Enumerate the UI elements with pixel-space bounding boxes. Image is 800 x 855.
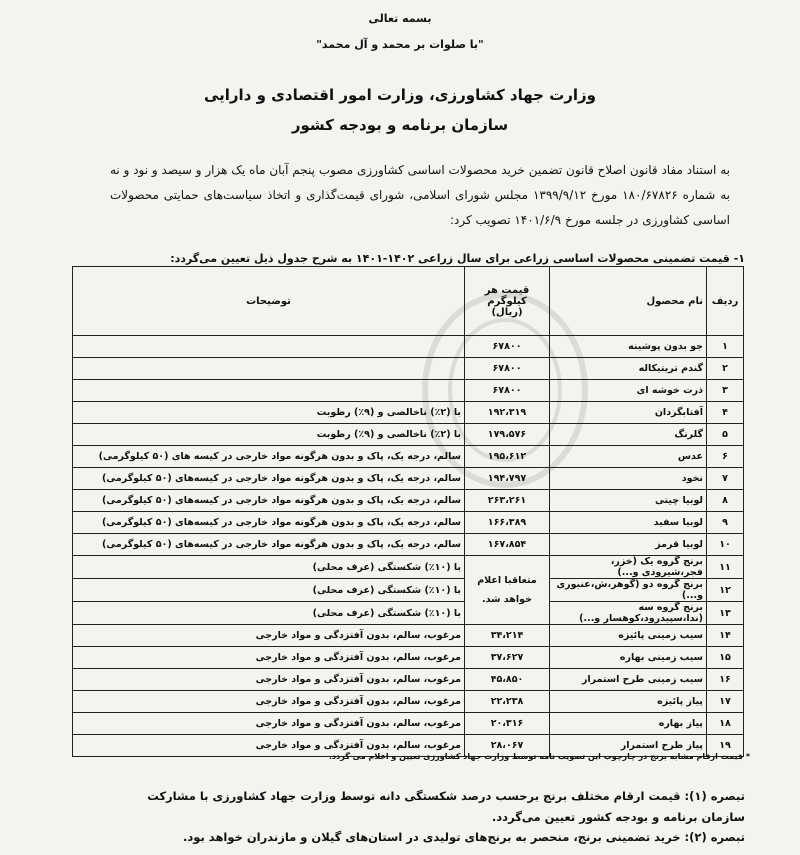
table-row — [73, 468, 744, 490]
product-name: سیب زمینی بهاره — [550, 647, 707, 669]
price-cell: ۱۷۹،۵۷۶ — [465, 424, 550, 446]
row-number: ۱۳ — [707, 602, 744, 625]
description-cell: سالم، درجه یک، پاک و بدون هرگونه مواد خارجی در کیسه های (۵۰ کیلوگرمی) — [73, 446, 465, 468]
product-name: سیب زمینی طرح استمرار — [550, 669, 707, 691]
price-cell: ۱۹۲،۳۱۹ — [465, 402, 550, 424]
product-name: عدس — [550, 446, 707, 468]
row-number: ۱ — [707, 336, 744, 358]
header-product: نام محصول — [550, 267, 707, 336]
table-row — [73, 402, 744, 424]
table-row — [73, 691, 744, 713]
row-number: ۱۶ — [707, 669, 744, 691]
header-price-line-3: (ریال) — [491, 306, 523, 318]
description-cell: سالم، درجه یک، پاک و بدون هرگونه مواد خارجی در کیسه‌های (۵۰ کیلوگرمی) — [73, 512, 465, 534]
product-name: گندم تریتیکاله — [550, 358, 707, 380]
table-row — [73, 512, 744, 534]
row-number: ۹ — [707, 512, 744, 534]
row-number: ۷ — [707, 468, 744, 490]
price-cell: ۱۶۷،۸۵۴ — [465, 534, 550, 556]
description-cell — [73, 380, 465, 402]
description-cell: مرغوب، سالم، بدون آفتزدگی و مواد خارجی — [73, 669, 465, 691]
product-name: گلرنگ — [550, 424, 707, 446]
table-row — [73, 602, 744, 625]
table-row — [73, 446, 744, 468]
rice-price-note: متعاقبا اعلام خواهد شد. — [465, 556, 550, 625]
description-cell: مرغوب، سالم، بدون آفتزدگی و مواد خارجی — [73, 735, 465, 757]
product-name: ذرت خوشه ای — [550, 380, 707, 402]
table-row — [73, 556, 744, 579]
row-number: ۳ — [707, 380, 744, 402]
header-price-line-1: قیمت هر — [484, 284, 530, 296]
table-row — [73, 647, 744, 669]
description-cell: مرغوب، سالم، بدون آفتزدگی و مواد خارجی — [73, 691, 465, 713]
price-cell: ۲۰،۳۱۶ — [465, 713, 550, 735]
description-cell: با (۱۰٪) شکستگی (عرف محلی) — [73, 602, 465, 625]
product-name: لوبیا چیتی — [550, 490, 707, 512]
row-number: ۴ — [707, 402, 744, 424]
product-name: لوبیا سفید — [550, 512, 707, 534]
product-name: برنج گروه یک (خزر، فجر،شیرودی و...) — [550, 556, 707, 579]
description-cell: با (۲٪) ناخالصی و (۹٪) رطوبت — [73, 402, 465, 424]
description-cell: مرغوب، سالم، بدون آفتزدگی و مواد خارجی — [73, 713, 465, 735]
product-name: نخود — [550, 468, 707, 490]
product-name: سیب زمینی پائیزه — [550, 625, 707, 647]
row-number: ۱۷ — [707, 691, 744, 713]
table-row — [73, 579, 744, 602]
row-number: ۱۱ — [707, 556, 744, 579]
description-cell: با (۱۰٪) شکستگی (عرف محلی) — [73, 579, 465, 602]
note-2: تبصره (۲): خرید تضمینی برنج، منحصر به برنج‌های تولیدی در استان‌های گیلان و مازندران خواهد بود. — [183, 830, 745, 844]
row-number: ۵ — [707, 424, 744, 446]
price-cell: ۱۶۶،۳۸۹ — [465, 512, 550, 534]
ministries-title: وزارت جهاد کشاورزی، وزارت امور اقتصادی و دارایی — [203, 86, 597, 104]
description-cell — [73, 358, 465, 380]
description-cell: مرغوب، سالم، بدون آفتزدگی و مواد خارجی — [73, 647, 465, 669]
row-number: ۱۰ — [707, 534, 744, 556]
description-cell: با (۱۰٪) شکستگی (عرف محلی) — [73, 556, 465, 579]
table-row — [73, 424, 744, 446]
row-number: ۱۲ — [707, 579, 744, 602]
bismillah: بسمه تعالی — [368, 12, 432, 25]
price-cell: ۶۷۸۰۰ — [465, 380, 550, 402]
table-header-row — [73, 267, 744, 336]
price-table — [72, 266, 744, 757]
product-name: برنج گروه دو (گوهر،ش،عنبوری و...) — [550, 579, 707, 602]
row-number: ۸ — [707, 490, 744, 512]
price-cell: ۶۷۸۰۰ — [465, 336, 550, 358]
table-row — [73, 336, 744, 358]
price-cell: ۱۹۵،۶۱۲ — [465, 446, 550, 468]
table-row — [73, 713, 744, 735]
product-name: لوبیا قرمز — [550, 534, 707, 556]
rice-footnote: * قیمت ارقام مشابه برنج در چارچوب این تصویب نامه توسط وزارت جهاد کشاورزی تعیین و اعلام می گردد. — [328, 752, 750, 761]
table-row — [73, 625, 744, 647]
description-cell: سالم، درجه یک، پاک و بدون هرگونه مواد خارجی در کیسه‌های (۵۰ کیلوگرمی) — [73, 468, 465, 490]
clause-1: ۱- قیمت تضمینی محصولات اساسی زراعی برای سال زراعی ۱۴۰۲-۱۴۰۱ به شرح جدول ذیل تعیین می‌گردد: — [170, 252, 745, 265]
header-price-line-2: کیلوگرم — [487, 295, 527, 307]
header-description: توضیحات — [73, 267, 465, 336]
salavat-line: "با صلوات بر محمد و آل محمد" — [316, 38, 484, 51]
description-cell — [73, 336, 465, 358]
price-cell: ۱۹۴،۷۹۷ — [465, 468, 550, 490]
price-cell: ۳۷،۶۲۷ — [465, 647, 550, 669]
product-name: آفتابگردان — [550, 402, 707, 424]
price-cell: ۲۲،۲۳۸ — [465, 691, 550, 713]
product-name: پیاز بهاره — [550, 713, 707, 735]
row-number: ۶ — [707, 446, 744, 468]
product-name: جو بدون پوشینه — [550, 336, 707, 358]
product-name: پیاز پائیزه — [550, 691, 707, 713]
table-row — [73, 669, 744, 691]
description-cell: سالم، درجه یک، پاک و بدون هرگونه مواد خارجی در کیسه‌های (۵۰ کیلوگرمی) — [73, 534, 465, 556]
table-row — [73, 534, 744, 556]
header-row-number: ردیف — [707, 267, 744, 336]
table-row — [73, 380, 744, 402]
intro-paragraph: به استناد مفاد قانون اصلاح قانون تضمین خرید محصولات اساسی کشاورزی مصوب پنجم آبان ماه یک هزار و سیصد و نود و نه به شماره ۱۸۰/۶۷۸۲۶ مورخ ۱۳۹۹/۹/۱۲ مجلس شورای اسلامی، شورای قیمت‌گذاری و اتخاذ سیاست‌های حمایتی محصولات اساسی کشاورزی در جلسه مورخ ۱۴۰۱/۶/۹ تصویب کرد: — [110, 163, 730, 227]
price-cell: ۲۸،۰۶۷ — [465, 735, 550, 757]
price-cell: ۴۵،۸۵۰ — [465, 669, 550, 691]
description-cell: سالم، درجه یک، پاک و بدون هرگونه مواد خارجی در کیسه‌های (۵۰ کیلوگرمی) — [73, 490, 465, 512]
table-row — [73, 358, 744, 380]
price-cell: ۶۷۸۰۰ — [465, 358, 550, 380]
product-name: پیاز طرح استمرار — [550, 735, 707, 757]
price-cell: ۲۶۳،۲۶۱ — [465, 490, 550, 512]
description-cell: مرغوب، سالم، بدون آفتزدگی و مواد خارجی — [73, 625, 465, 647]
price-cell: ۳۴،۲۱۴ — [465, 625, 550, 647]
row-number: ۱۹ — [707, 735, 744, 757]
organization-title: سازمان برنامه و بودجه کشور — [291, 116, 509, 134]
product-name: برنج گروه سه (ندا،سپیدرود،کوهسار و...) — [550, 602, 707, 625]
row-number: ۲ — [707, 358, 744, 380]
description-cell: با (۲٪) ناخالصی و (۹٪) رطوبت — [73, 424, 465, 446]
header-price — [465, 267, 550, 336]
row-number: ۱۸ — [707, 713, 744, 735]
row-number: ۱۵ — [707, 647, 744, 669]
note-1: تبصره (۱): قیمت ارقام مختلف برنج برحسب درصد شکستگی دانه توسط وزارت جهاد کشاورزی با مشارکت سازمان برنامه و بودجه کشور تعیین می‌گردد. — [147, 789, 745, 824]
table-row — [73, 490, 744, 512]
row-number: ۱۴ — [707, 625, 744, 647]
